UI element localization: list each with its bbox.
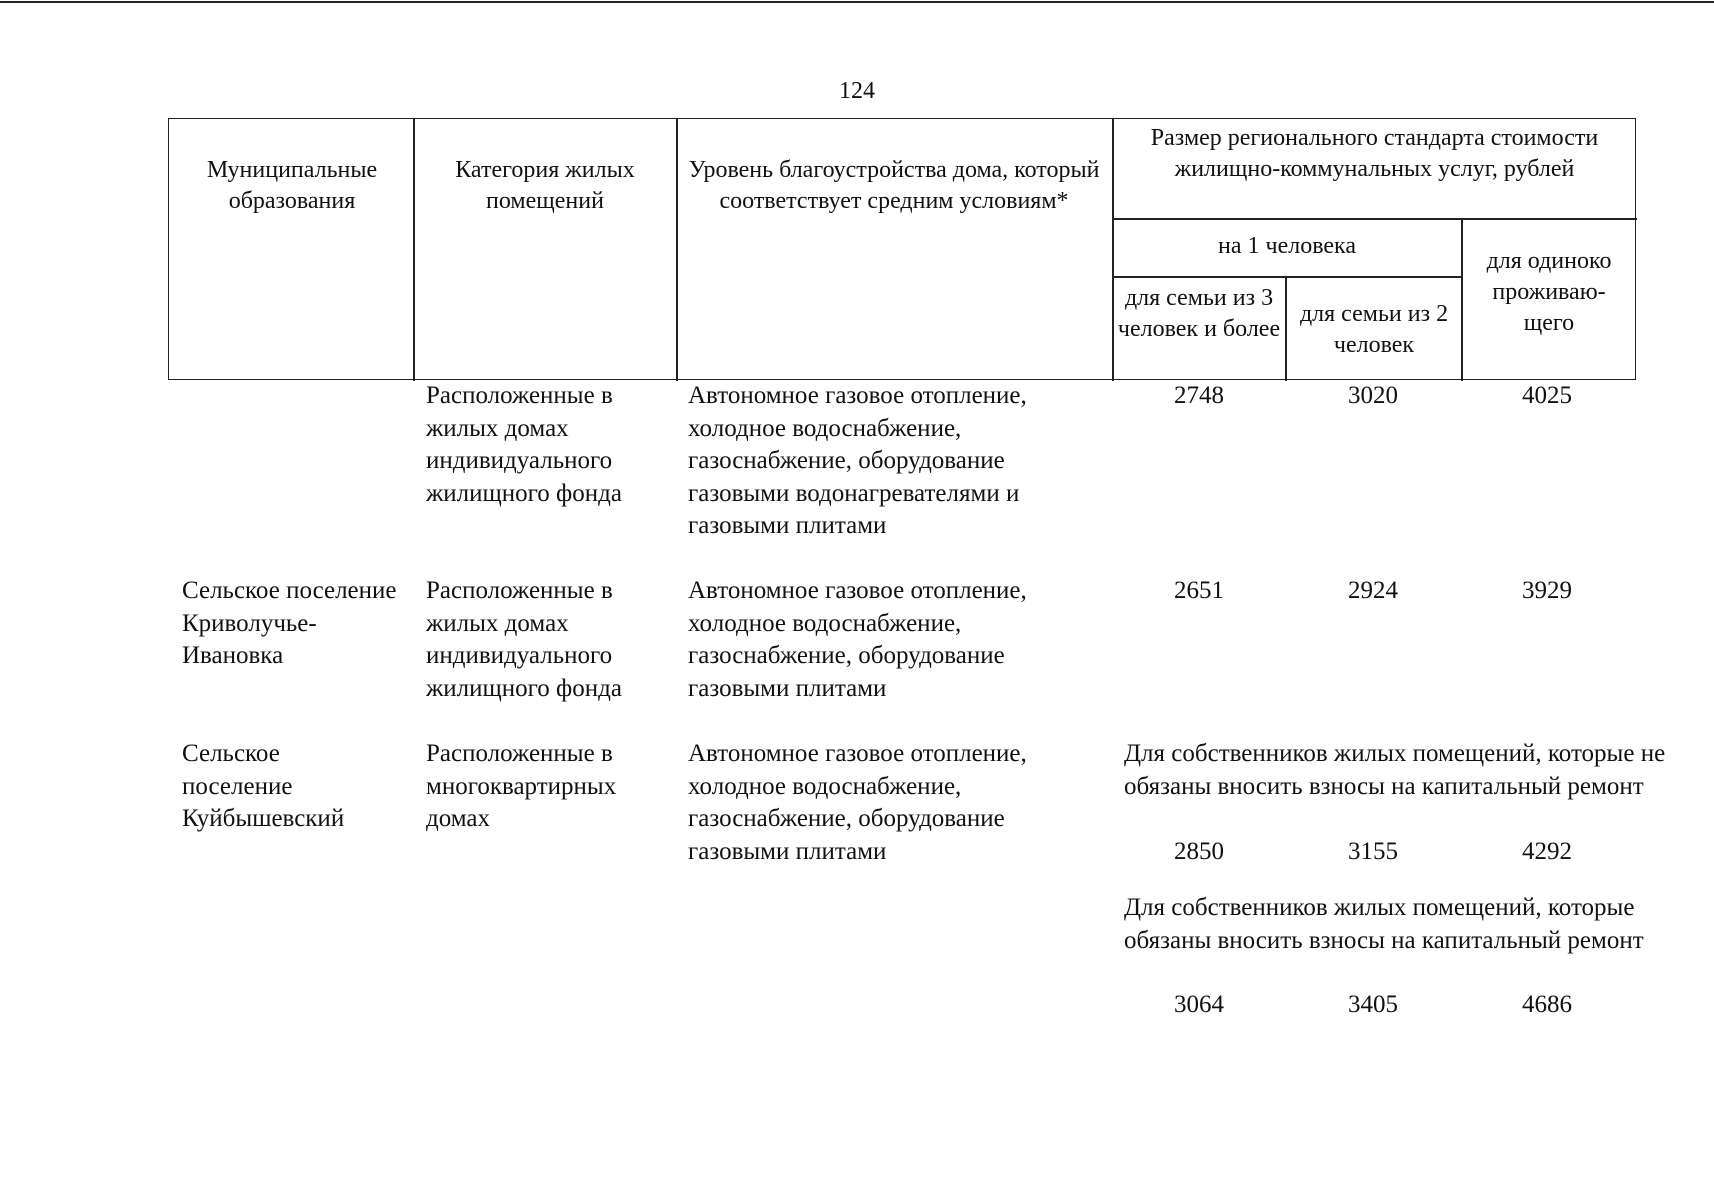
row3-note-1: Для собственников жилых помещений, которые не обязаны вносить взносы на капитальный ремонт [1124,740,1666,800]
header-family3: для семьи из 3 человек и более [1117,285,1281,342]
row3-note1-value-family2: 3155 [1348,838,1398,865]
header-divider [1285,276,1287,381]
header-category: Категория жилых помещений [455,157,635,214]
row1-value-family3: 2748 [1174,382,1224,409]
header-divider [676,119,678,381]
row3-category: Расположенные в многоквартирных домах [426,740,617,832]
row1-value-single: 4025 [1522,382,1572,409]
header-standard: Размер регионального стандарта стоимости жилищно-коммунальных услуг, рублей [1150,125,1599,182]
row3-note1-value-family3: 2850 [1174,838,1224,865]
row3-note2-value-family2: 3405 [1348,991,1398,1018]
page-number: 124 [839,78,875,104]
row2-value-family3: 2651 [1174,577,1224,604]
row3-note-2: Для собственников жилых помещений, которые обязаны вносить взносы на капитальный ремонт [1124,894,1644,954]
header-level: Уровень благоустройства дома, который соответствует средним условиям* [688,157,1100,214]
header-divider [1112,119,1114,381]
row3-note2-value-single: 4686 [1522,991,1572,1018]
header-family2: для семьи из 2 человек [1299,301,1449,358]
top-rule [0,1,1714,3]
header-divider [1461,218,1463,381]
header-per-person: на 1 человека [1218,233,1356,259]
row2-category: Расположенные в жилых домах индивидуального жилищного фонда [426,577,622,702]
row3-municipality: Сельское поселение Куйбышевский [182,740,345,832]
row3-level: Автономное газовое отопление, холодное водоснабжение, газоснабжение, оборудование газовыми плитами [688,740,1027,865]
row2-value-family2: 2924 [1348,577,1398,604]
row1-category: Расположенные в жилых домах индивидуального жилищного фонда [426,382,622,507]
row2-value-single: 3929 [1522,577,1572,604]
header-divider [413,119,415,381]
header-single: для одиноко проживаю-щего [1486,248,1612,336]
header-divider [1112,276,1462,278]
row2-level: Автономное газовое отопление, холодное водоснабжение, газоснабжение, оборудование газовыми плитами [688,577,1027,702]
row3-note1-value-single: 4292 [1522,838,1572,865]
header-municipality: Муниципальные образования [206,157,378,214]
table-header [168,118,1636,380]
header-divider [1112,218,1637,220]
row1-value-family2: 3020 [1348,382,1398,409]
row2-municipality: Сельское поселение Криволучье-Ивановка [182,577,397,669]
row1-level: Автономное газовое отопление, холодное водоснабжение, газоснабжение, оборудование газовыми водонагревателями и газовыми плитами [688,382,1027,539]
row3-note2-value-family3: 3064 [1174,991,1224,1018]
